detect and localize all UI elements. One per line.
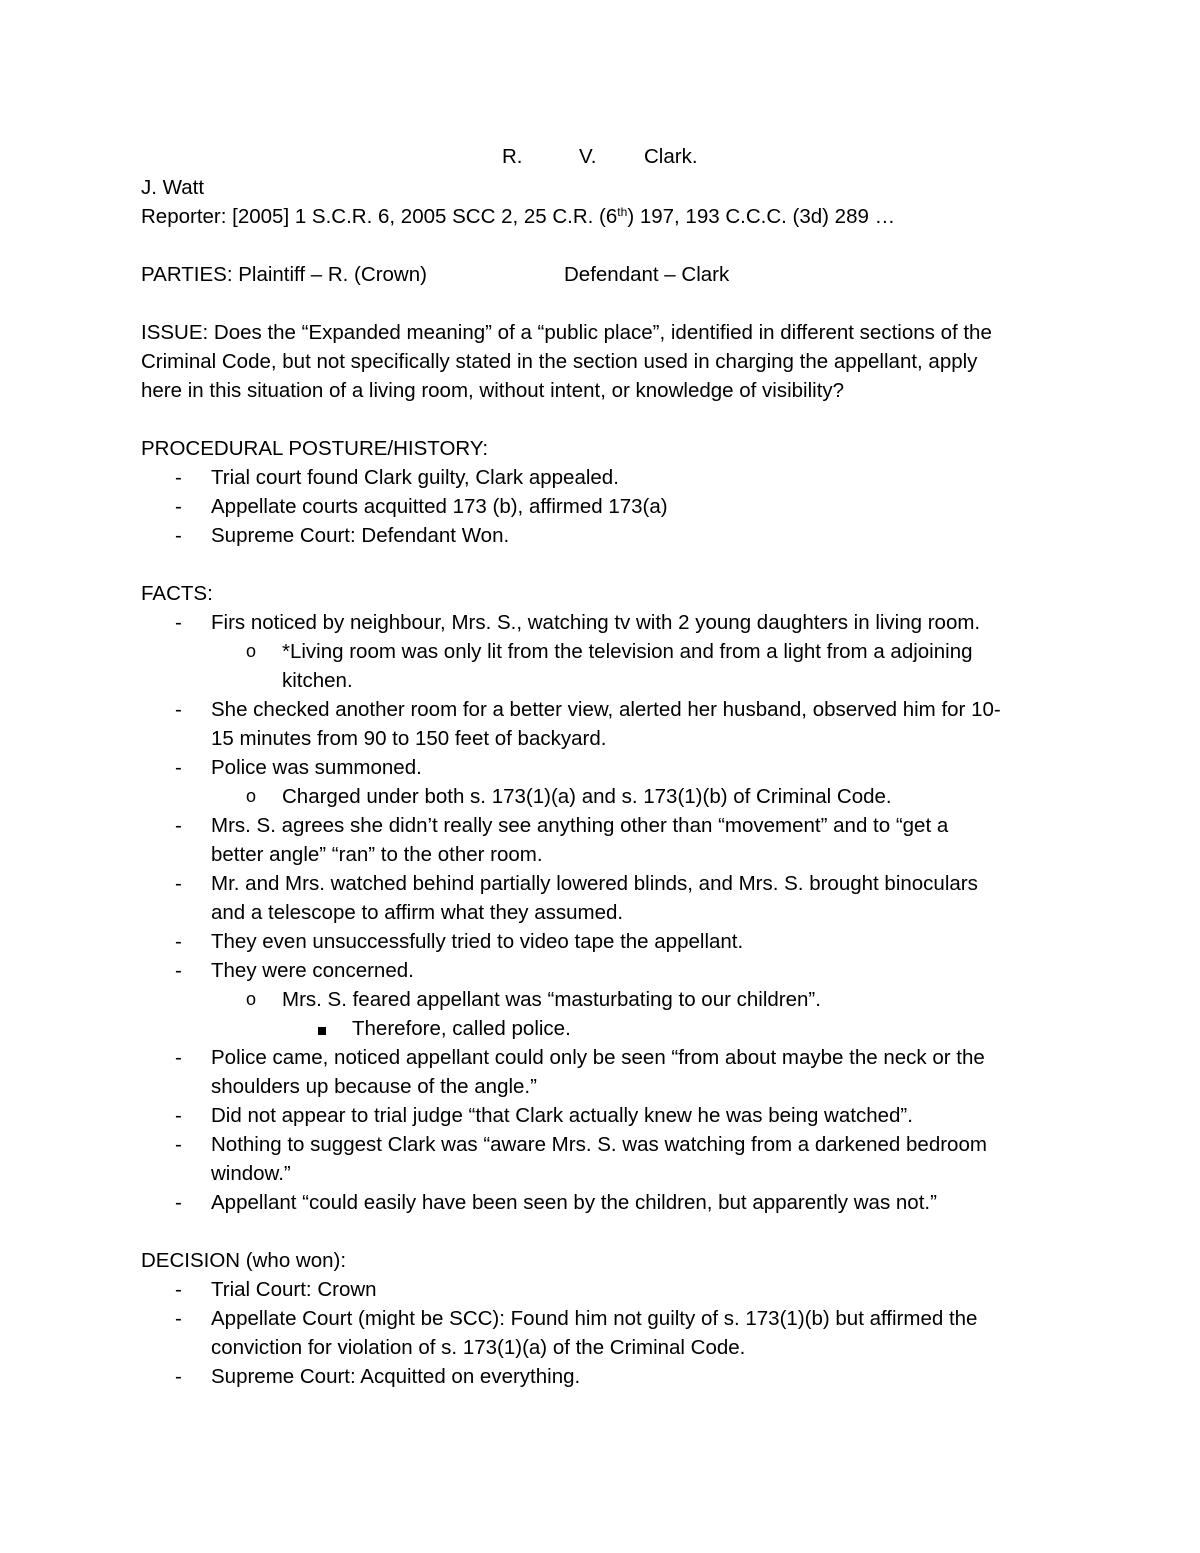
list-item-text: Mr. and Mrs. watched behind partially lowered blinds, and Mrs. S. brought binoculars [211,872,978,895]
dash-bullet: - [175,930,182,953]
dash-bullet: - [175,1365,182,1388]
list-item-text: Firs noticed by neighbour, Mrs. S., watching tv with 2 young daughters in living room. [211,611,981,634]
list-item-text: shoulders up because of the angle.” [211,1075,537,1098]
list-item [141,1362,1061,1391]
list-item [141,1188,1061,1217]
list-item [141,463,1061,492]
list-item-text: conviction for violation of s. 173(1)(a) of the Criminal Code. [211,1336,746,1359]
list-item-text: Police came, noticed appellant could only be seen “from about maybe the neck or the [211,1046,985,1069]
list-item-text: *Living room was only lit from the television and from a light from a adjoining [282,640,973,663]
list-item-text: Supreme Court: Acquitted on everything. [211,1365,581,1388]
dash-bullet: - [175,524,182,547]
list-item [141,1275,1061,1304]
dash-bullet: - [175,756,182,779]
list-item-text: Did not appear to trial judge “that Clark actually knew he was being watched”. [211,1104,913,1127]
document-body [141,140,1061,1391]
plaintiff: PARTIES: Plaintiff – R. (Crown) [141,263,427,286]
case-title [141,140,1061,172]
reporter-text: Reporter: [2005] 1 S.C.R. 6, 2005 SCC 2, 25 C.R. (6 [141,205,618,228]
list-item-text: They were concerned. [211,959,414,982]
decision-heading: DECISION (who won): [141,1249,347,1272]
list-item-text: Mrs. S. feared appellant was “masturbating to our children”. [282,988,821,1011]
list-item [141,956,1061,985]
issue-line: ISSUE: Does the “Expanded meaning” of a “public place”, identified in different sections of the [141,321,992,344]
list-item-text: Police was summoned. [211,756,422,779]
dash-bullet: - [175,1133,182,1156]
dash-bullet: - [175,495,182,518]
defendant: Defendant – Clark [564,263,730,286]
square-bullet [318,1014,326,1043]
list-item-text: They even unsuccessfully tried to video tape the appellant. [211,930,744,953]
dash-bullet: - [175,959,182,982]
sub-list-item [141,637,1061,695]
list-item [141,869,1061,927]
list-item-text: Appellant “could easily have been seen by the children, but apparently was not.” [211,1191,937,1214]
list-item-text: Mrs. S. agrees she didn’t really see anything other than “movement” and to “get a [211,814,949,837]
dash-bullet: - [175,1104,182,1127]
dash-bullet: - [175,466,182,489]
issue-line: here in this situation of a living room, without intent, or knowledge of visibility? [141,379,845,402]
list-item-text: Trial court found Clark guilty, Clark appealed. [211,466,619,489]
list-item [141,1130,1061,1188]
title-v: V. [579,145,597,168]
circle-bullet: o [246,786,257,806]
list-item [141,1101,1061,1130]
list-item [141,492,1061,521]
parties-line [141,260,1061,289]
list-item-text: window.” [211,1162,291,1185]
sub-list-item [141,985,1061,1014]
dash-bullet: - [175,1191,182,1214]
issue-section [141,318,1061,405]
list-item-text: Therefore, called police. [352,1017,571,1040]
list-item-text: Appellate courts acquitted 173 (b), affirmed 173(a) [211,495,668,518]
list-item-text: kitchen. [282,669,353,692]
list-item-text: 15 minutes from 90 to 150 feet of backyard. [211,727,607,750]
list-item-text: Appellate Court (might be SCC): Found him not guilty of s. 173(1)(b) but affirmed the [211,1307,978,1330]
reporter-text-end: ) 197, 193 C.C.C. (3d) 289 … [627,205,896,228]
list-item [141,521,1061,550]
dash-bullet: - [175,872,182,895]
reporter-line [141,202,1061,231]
list-item [141,753,1061,782]
title-r: R. [502,145,523,168]
procedural-list [141,463,1061,550]
list-item-text: and a telescope to affirm what they assumed. [211,901,624,924]
sub-sub-list-item [141,1014,1061,1043]
dash-bullet: - [175,1278,182,1301]
dash-bullet: - [175,814,182,837]
title-name: Clark. [644,145,698,168]
circle-bullet: o [246,641,257,661]
dash-bullet: - [175,611,182,634]
list-item-text: Charged under both s. 173(1)(a) and s. 173(1)(b) of Criminal Code. [282,785,892,808]
procedural-heading: PROCEDURAL POSTURE/HISTORY: [141,437,489,460]
decision-list [141,1275,1061,1391]
facts-heading: FACTS: [141,582,213,605]
list-item [141,811,1061,869]
list-item-text: Trial Court: Crown [211,1278,377,1301]
list-item-text: Supreme Court: Defendant Won. [211,524,510,547]
list-item [141,1043,1061,1101]
issue-line: Criminal Code, but not specifically stated in the section used in charging the appellant, apply [141,350,978,373]
dash-bullet: - [175,1046,182,1069]
list-item [141,1304,1061,1362]
list-item [141,608,1061,637]
dash-bullet: - [175,1307,182,1330]
list-item [141,927,1061,956]
facts-list [141,608,1061,1217]
list-item [141,695,1061,753]
list-item-text: better angle” “ran” to the other room. [211,843,543,866]
circle-bullet: o [246,989,257,1009]
judge-line: J. Watt [141,176,205,199]
dash-bullet: - [175,698,182,721]
reporter-superscript: th [617,205,628,219]
sub-list-item [141,782,1061,811]
list-item-text: Nothing to suggest Clark was “aware Mrs. S. was watching from a darkened bedroom [211,1133,987,1156]
list-item-text: She checked another room for a better view, alerted her husband, observed him for 10- [211,698,1001,721]
